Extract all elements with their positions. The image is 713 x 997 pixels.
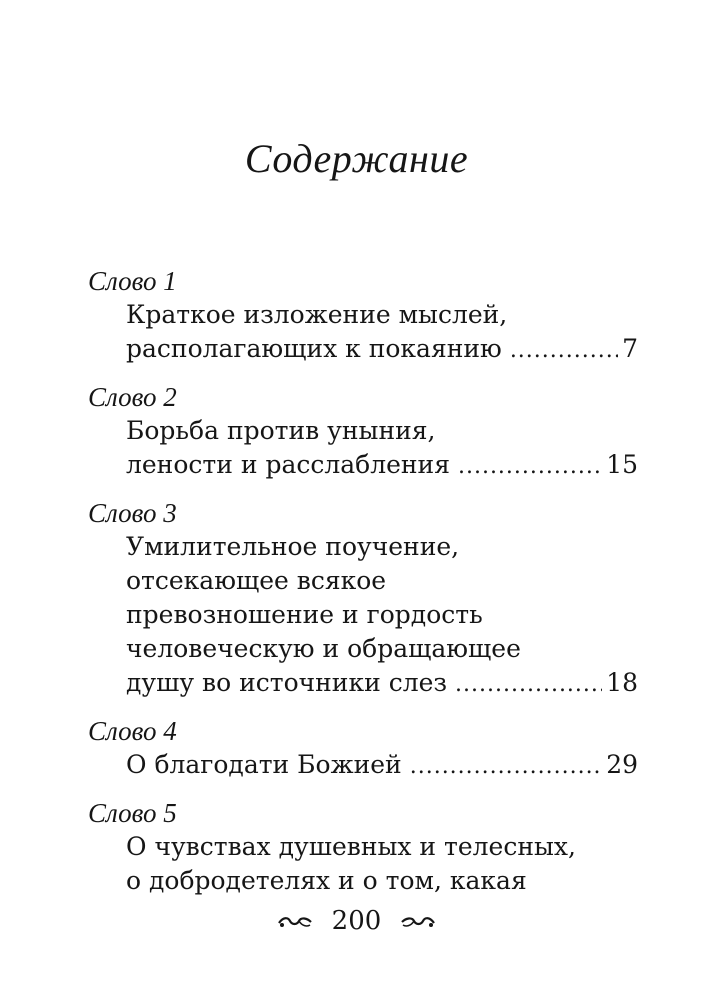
entry-title-line-final (90, 448, 650, 482)
entry-label: Слово 3 (88, 498, 177, 528)
page-number: 7 (622, 334, 638, 363)
swirl-ornament-icon (400, 905, 436, 939)
entry-label: Слово 2 (88, 382, 177, 412)
page-number-footer: 200 (331, 906, 382, 936)
entry-title-line: Краткое изложение мыслей, (126, 300, 508, 329)
entry-title-text: О благодати Божией (126, 750, 402, 779)
entry-title-line: О чувствах душевных и телесных, (126, 832, 576, 861)
dot-leader (458, 450, 602, 484)
dot-leader (410, 750, 602, 784)
entry-title-line: Умилительное поучение, (126, 532, 460, 561)
toc-entry-2 (90, 380, 650, 482)
entry-title-line: превозношение и гордость (126, 600, 483, 629)
page-number: 18 (606, 668, 638, 697)
page-number: 15 (606, 450, 638, 479)
toc-entry-3 (90, 496, 650, 700)
dot-leader (455, 668, 602, 702)
page-number: 29 (606, 750, 638, 779)
entry-title-line: человеческую и обращающее (126, 634, 521, 663)
entry-title-line-final (90, 666, 650, 700)
entry-title-line: Борьба против уныния, (126, 416, 436, 445)
toc-entry-4 (90, 714, 650, 782)
swirl-ornament-icon (277, 905, 313, 939)
page-title: Содержание (244, 136, 469, 181)
entry-label: Слово 5 (88, 798, 177, 828)
toc-entry-5 (90, 796, 650, 898)
entry-label: Слово 4 (88, 716, 177, 746)
entry-title-text: душу во источники слез (126, 668, 448, 697)
toc-entry-1 (90, 264, 650, 366)
entry-title-line: отсекающее всякое (126, 566, 387, 595)
entry-title-line: о добродетелях и о том, какая (126, 866, 527, 895)
entry-title-text: располагающих к покаянию (126, 334, 502, 363)
entry-title-line-final (90, 748, 650, 782)
page-footer (0, 904, 713, 939)
dot-leader (510, 334, 618, 368)
table-of-contents (90, 264, 650, 898)
entry-title-text: лености и расслабления (126, 450, 450, 479)
entry-label: Слово 1 (88, 266, 177, 296)
entry-title-line-final (90, 332, 650, 366)
